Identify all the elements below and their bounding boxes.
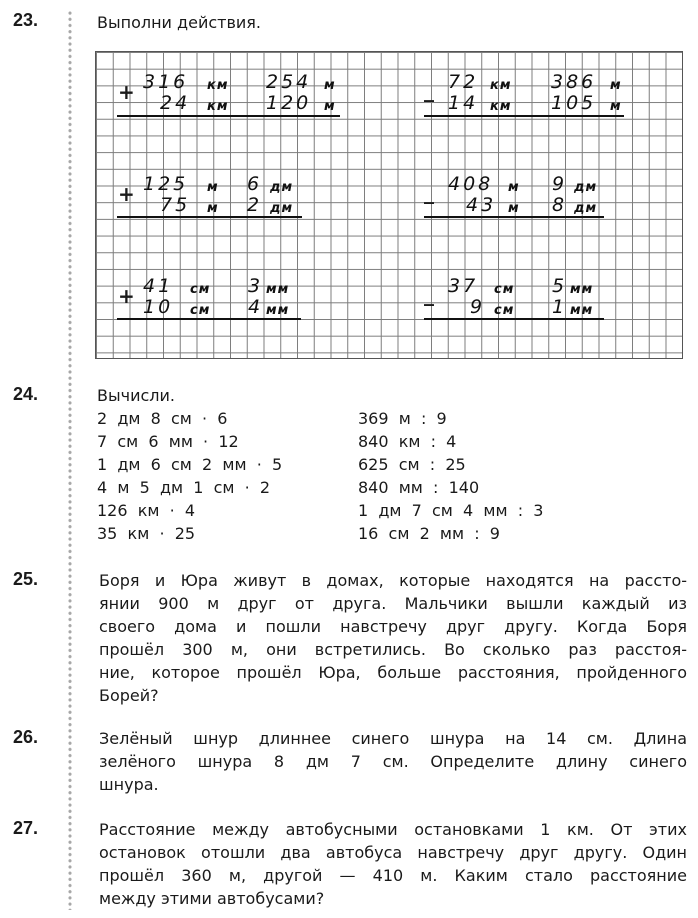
op-sign: _ xyxy=(424,180,434,204)
op-number: 14 xyxy=(448,92,479,114)
text-line: шнура. xyxy=(99,775,159,794)
result-line xyxy=(117,216,302,218)
text-line: Расстояние между автобусными остановками 1 км. От этих xyxy=(99,820,687,839)
text-line: между этими автобусами? xyxy=(99,889,325,908)
op-number: 24 xyxy=(160,92,191,114)
op-number: 41 xyxy=(143,275,174,297)
op-sign: + xyxy=(118,182,135,206)
expression: 840 км : 4 xyxy=(358,432,457,451)
op-unit: дм xyxy=(574,180,598,195)
task-27-text xyxy=(99,818,687,910)
op-number: 43 xyxy=(466,194,497,216)
op-number: 254 xyxy=(266,71,312,93)
op-unit: дм xyxy=(270,180,294,195)
expression: 1 дм 6 см 2 мм · 5 xyxy=(97,455,283,474)
task-23-title: Выполни действия. xyxy=(97,13,261,32)
text-line: Борей? xyxy=(99,686,159,705)
result-line xyxy=(424,115,624,117)
op-unit: см xyxy=(494,303,515,318)
op-number: 125 xyxy=(143,173,189,195)
op-number: 72 xyxy=(448,71,479,93)
op-unit: мм xyxy=(570,282,594,297)
expression: 7 см 6 мм · 12 xyxy=(97,432,239,451)
result-line xyxy=(424,216,604,218)
op-number: 3 xyxy=(248,275,264,297)
op-unit: км xyxy=(490,99,512,114)
op-number: 8 xyxy=(552,194,568,216)
task-25-number: 25. xyxy=(13,569,39,589)
dotted-margin-line xyxy=(68,10,72,910)
text-line: остановок отошли два автобуса навстречу друг другу. Один xyxy=(99,843,687,862)
op-number: 5 xyxy=(552,275,568,297)
expression: 16 см 2 мм : 9 xyxy=(358,524,500,543)
task-27-number: 27. xyxy=(13,818,39,838)
expression: 625 см : 25 xyxy=(358,455,466,474)
result-line xyxy=(117,115,340,117)
op-number: 2 xyxy=(247,194,263,216)
op-unit: м xyxy=(207,180,219,195)
task-26-text xyxy=(99,727,687,796)
op-unit: мм xyxy=(570,303,594,318)
expression: 35 км · 25 xyxy=(97,524,196,543)
op-unit: км xyxy=(207,99,229,114)
expression: 4 м 5 дм 1 см · 2 xyxy=(97,478,271,497)
op-unit: м xyxy=(610,78,622,93)
text-line: прошёл 360 м, другой — 410 м. Каким стало расстояние xyxy=(99,866,687,885)
op-number: 120 xyxy=(266,92,312,114)
result-line xyxy=(424,318,604,320)
op-number: 316 xyxy=(143,71,189,93)
text-line: Боря и Юра живут в домах, которые находятся на рассто- xyxy=(99,571,687,590)
op-sign: _ xyxy=(424,78,434,102)
text-line: янии 900 м друг от друга. Мальчики вышли каждый из xyxy=(99,594,687,613)
text-line: Зелёный шнур длиннее синего шнура на 14 см. Длина xyxy=(99,729,687,748)
op-number: 4 xyxy=(248,296,264,318)
op-sign: + xyxy=(118,284,135,308)
expression: 2 дм 8 см · 6 xyxy=(97,409,228,428)
op-number: 10 xyxy=(143,296,174,318)
op-number: 75 xyxy=(160,194,191,216)
op-unit: км xyxy=(490,78,512,93)
op-unit: м xyxy=(207,201,219,216)
op-unit: м xyxy=(324,99,336,114)
op-unit: см xyxy=(494,282,515,297)
text-line: своего дома и пошли навстречу друг другу. Когда Боря xyxy=(99,617,687,636)
op-unit: м xyxy=(508,201,520,216)
op-number: 386 xyxy=(551,71,597,93)
op-number: 6 xyxy=(247,173,263,195)
op-number: 1 xyxy=(552,296,568,318)
op-unit: м xyxy=(610,99,622,114)
op-unit: км xyxy=(207,78,229,93)
text-line: зелёного шнура 8 дм 7 см. Определите длину синего xyxy=(99,752,687,771)
op-unit: мм xyxy=(266,282,290,297)
op-number: 9 xyxy=(470,296,486,318)
op-number: 37 xyxy=(448,275,479,297)
expression: 369 м : 9 xyxy=(358,409,447,428)
op-number: 408 xyxy=(448,173,494,195)
op-number: 105 xyxy=(551,92,597,114)
result-line xyxy=(117,318,301,320)
expression: 1 дм 7 см 4 мм : 3 xyxy=(358,501,544,520)
op-unit: см xyxy=(190,282,211,297)
op-unit: см xyxy=(190,303,211,318)
op-sign: + xyxy=(118,80,135,104)
task-24-title: Вычисли. xyxy=(97,386,175,405)
op-unit: дм xyxy=(574,201,598,216)
text-line: прошёл 300 м, они встретились. Во сколько раз расстоя- xyxy=(99,640,687,659)
expression: 840 мм : 140 xyxy=(358,478,480,497)
op-unit: мм xyxy=(266,303,290,318)
task-25-text xyxy=(99,569,687,707)
op-unit: дм xyxy=(270,201,294,216)
op-unit: м xyxy=(324,78,336,93)
expression: 126 км · 4 xyxy=(97,501,196,520)
text-line: ние, которое прошёл Юра, больше расстояния, пройденного xyxy=(99,663,687,682)
task-23-number: 23. xyxy=(13,10,39,30)
task-26-number: 26. xyxy=(13,727,39,747)
task-24-number: 24. xyxy=(13,384,39,404)
op-sign: _ xyxy=(424,282,434,306)
op-unit: м xyxy=(508,180,520,195)
op-number: 9 xyxy=(552,173,568,195)
